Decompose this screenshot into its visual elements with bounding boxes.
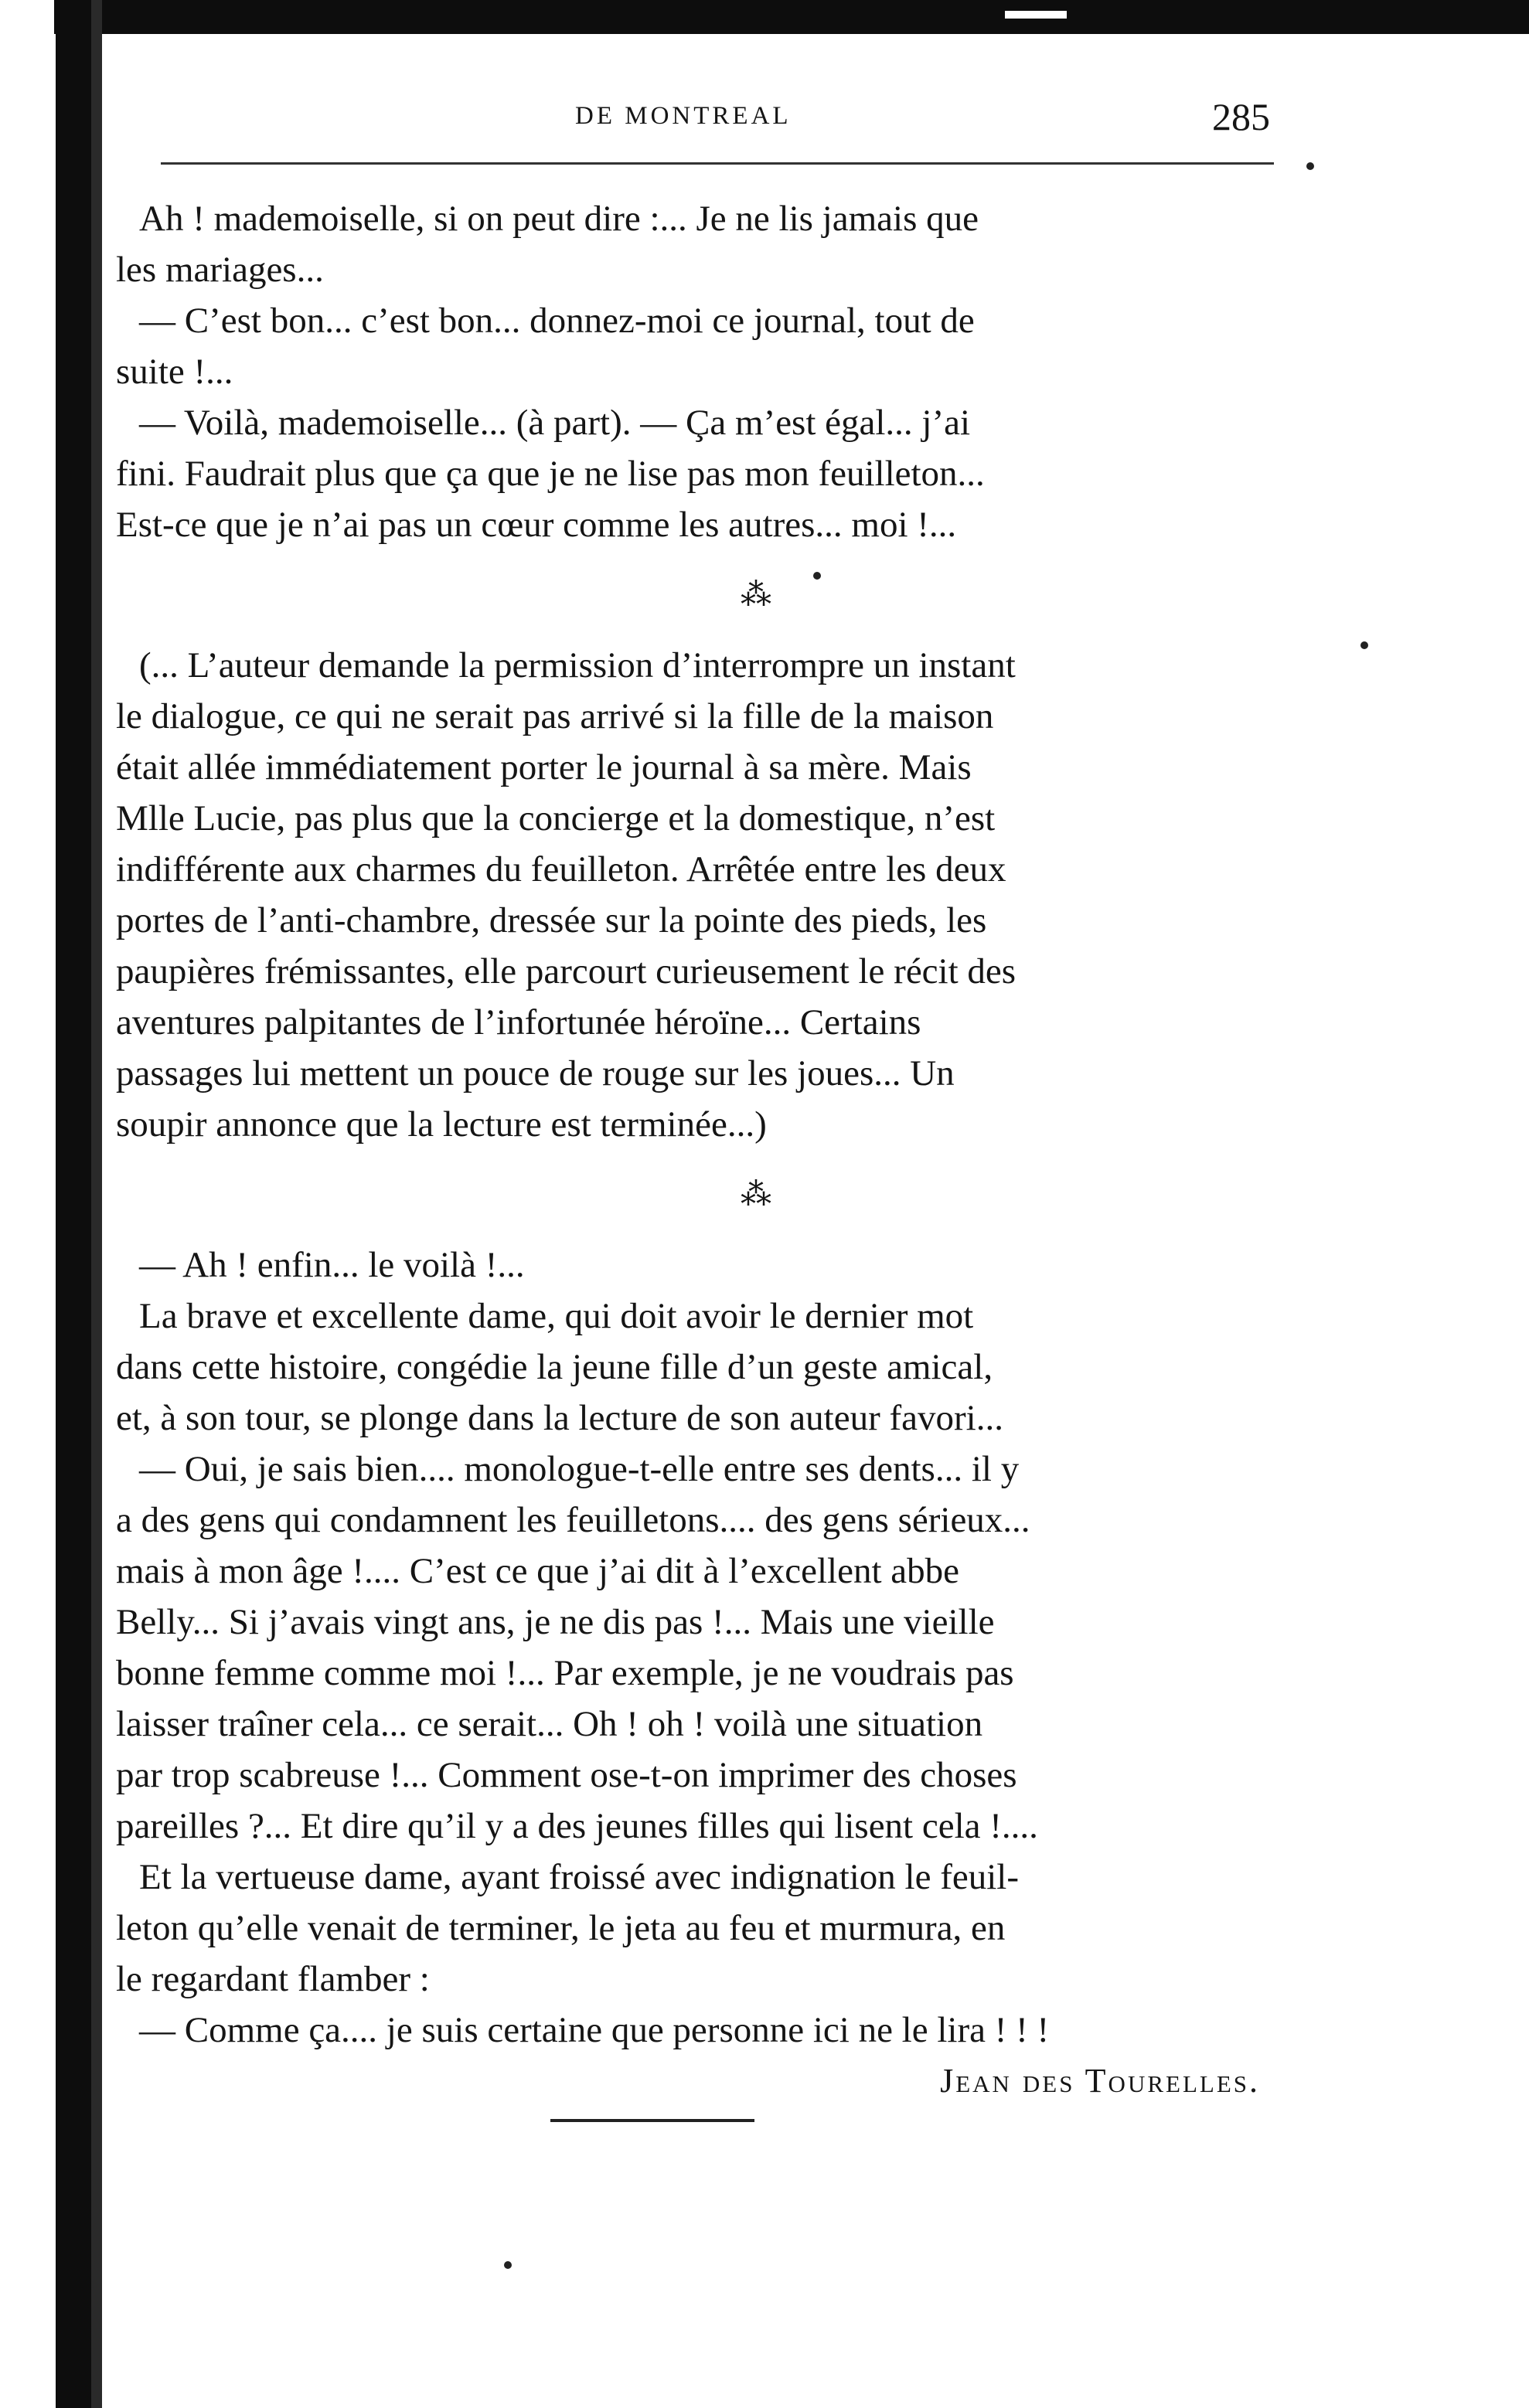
text-line: par trop scabreuse !... Comment ose-t-on imprimer des choses <box>116 1755 1017 1795</box>
text-line: — Comme ça.... je suis certaine que personne ici ne le lira ! ! ! <box>139 2010 1050 2050</box>
section-separator: ⁂ <box>741 1177 775 1212</box>
text-line: le regardant flamber : <box>116 1959 430 1999</box>
running-title: DE MONTREAL <box>575 102 792 130</box>
closing-rule <box>550 2119 754 2122</box>
text-line: aventures palpitantes de l’infortunée héroïne... Certains <box>116 1002 921 1042</box>
text-line: — Ah ! enfin... le voilà !... <box>139 1245 525 1285</box>
text-line: Belly... Si j’avais vingt ans, je ne dis pas !... Mais une vieille <box>116 1602 995 1642</box>
text-line: les mariages... <box>116 250 324 290</box>
text-line: Est-ce que je n’ai pas un cœur comme les autres... moi !... <box>116 505 957 545</box>
text-line: paupières frémissantes, elle parcourt curieusement le récit des <box>116 951 1016 991</box>
text-line: dans cette histoire, congédie la jeune fille d’un geste amical, <box>116 1347 993 1387</box>
text-line: laisser traîner cela... ce serait... Oh ! oh ! voilà une situation <box>116 1704 983 1744</box>
text-line: — Oui, je sais bien.... monologue-t-elle entre ses dents... il y <box>139 1449 1020 1489</box>
scan-top-border-gap <box>1005 11 1067 19</box>
text-line: pareilles ?... Et dire qu’il y a des jeunes filles qui lisent cela !.... <box>116 1806 1038 1846</box>
text-line: — C’est bon... c’est bon... donnez-moi ce journal, tout de <box>139 301 975 341</box>
text-line: Mlle Lucie, pas plus que la concierge et la domestique, n’est <box>116 798 996 838</box>
text-line: passages lui mettent un pouce de rouge sur les joues... Un <box>116 1053 955 1093</box>
text-line: portes de l’anti-chambre, dressée sur la pointe des pieds, les <box>116 900 987 940</box>
text-line: était allée immédiatement porter le journal à sa mère. Mais <box>116 747 972 787</box>
header-rule <box>161 162 1274 165</box>
print-speck <box>1306 162 1314 170</box>
text-line: bonne femme comme moi !... Par exemple, je ne voudrais pas <box>116 1653 1014 1693</box>
print-speck <box>813 572 821 580</box>
text-line: le dialogue, ce qui ne serait pas arrivé si la fille de la maison <box>116 696 994 736</box>
text-line: (... L’auteur demande la permission d’interrompre un instant <box>139 645 1016 685</box>
author-signature: Jean des Tourelles. <box>940 2062 1260 2100</box>
text-line: — Voilà, mademoiselle... (à part). — Ça m’est égal... j’ai <box>139 403 971 443</box>
text-line: La brave et excellente dame, qui doit avoir le dernier mot <box>139 1296 974 1336</box>
scan-top-border <box>54 0 1529 34</box>
print-speck <box>504 2261 512 2269</box>
text-line: mais à mon âge !.... C’est ce que j’ai dit à l’excellent abbe <box>116 1551 960 1591</box>
text-line: Ah ! mademoiselle, si on peut dire :... Je ne lis jamais que <box>139 199 979 239</box>
text-line: et, à son tour, se plonge dans la lecture de son auteur favori... <box>116 1398 1003 1438</box>
page-header <box>0 94 1529 141</box>
text-line: suite !... <box>116 352 233 392</box>
print-speck <box>1360 641 1368 649</box>
text-line: soupir annonce que la lecture est terminée...) <box>116 1104 767 1144</box>
text-line: leton qu’elle venait de terminer, le jeta au feu et murmura, en <box>116 1908 1006 1948</box>
scan-binding-edge <box>91 0 102 2408</box>
page-number: 285 <box>1212 95 1270 138</box>
text-line: a des gens qui condamnent les feuilletons.... des gens sérieux... <box>116 1500 1030 1540</box>
text-line: fini. Faudrait plus que ça que je ne lise pas mon feuilleton... <box>116 454 985 494</box>
scan-binding-shadow <box>56 0 93 2408</box>
section-separator: ⁂ <box>741 577 775 612</box>
body-text <box>116 193 1291 2107</box>
text-line: Et la vertueuse dame, ayant froissé avec indignation le feuil- <box>139 1857 1020 1897</box>
text-line: indifférente aux charmes du feuilleton. Arrêtée entre les deux <box>116 849 1006 889</box>
